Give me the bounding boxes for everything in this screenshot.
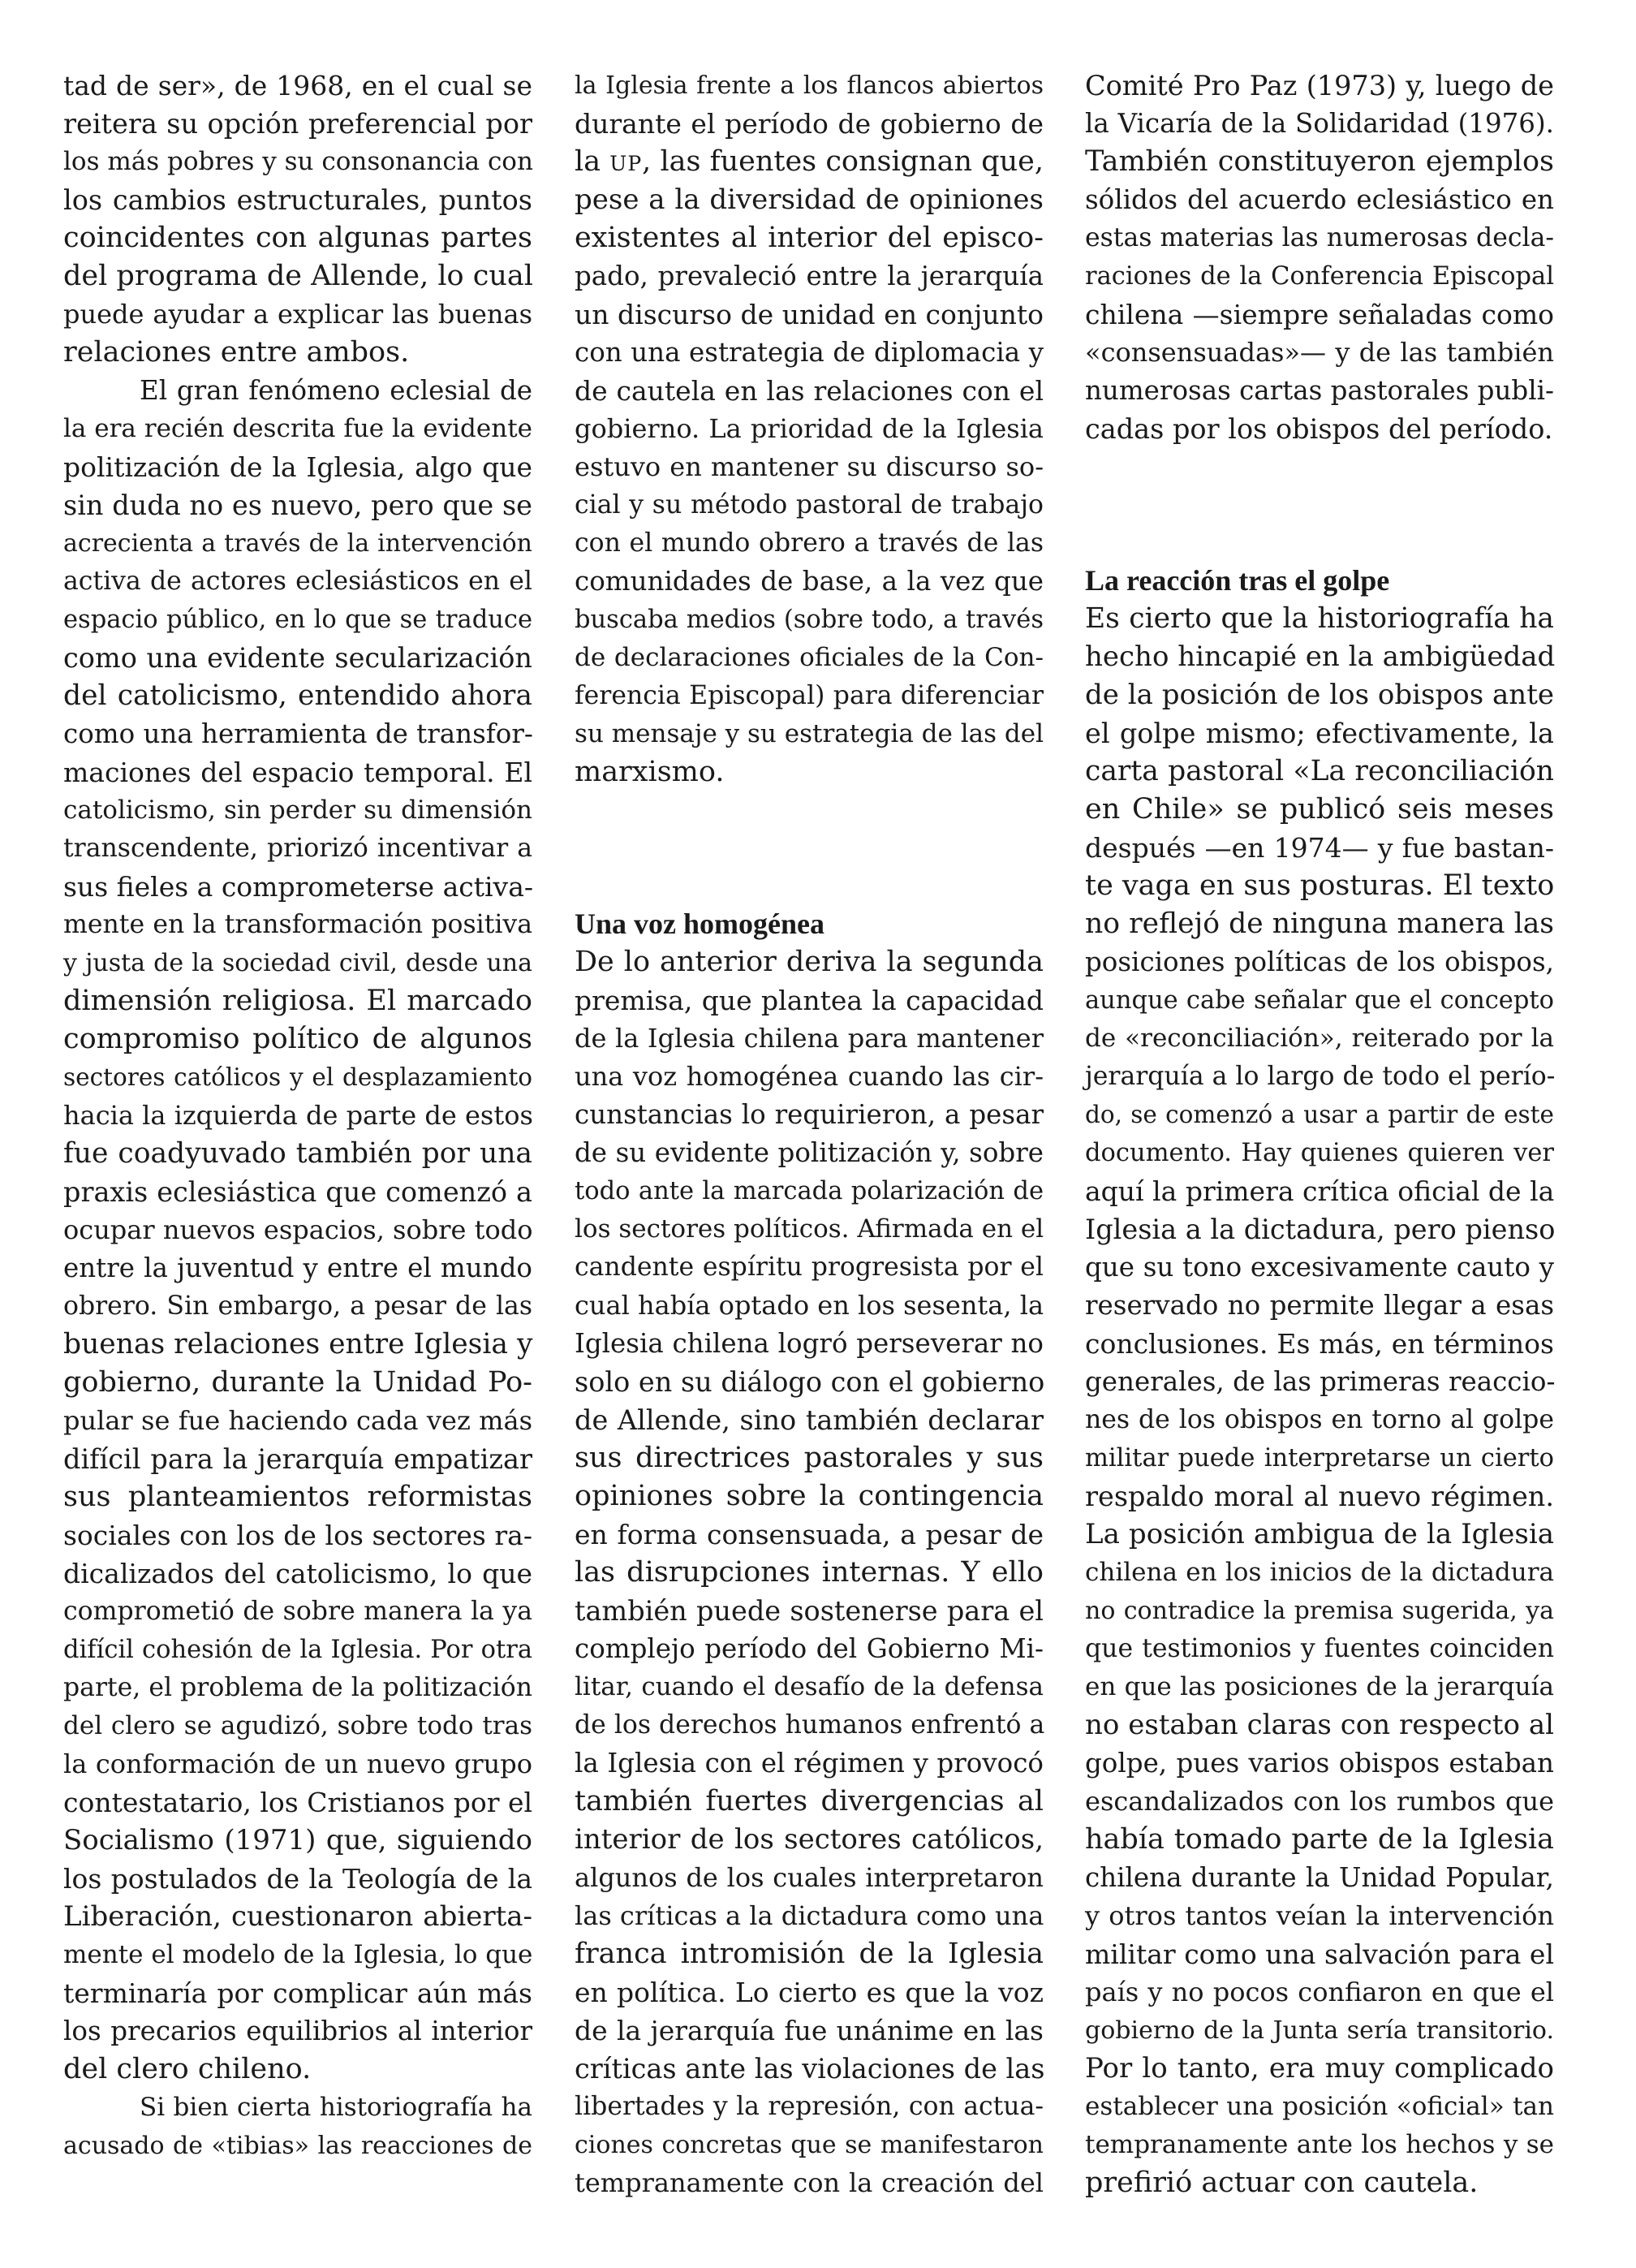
section-spacer: [1085, 448, 1554, 562]
text-line: ciones concretas que se manifestaron: [575, 2131, 1044, 2159]
text-line: que su tono excesivamente cauto y: [1085, 1252, 1554, 1283]
text-line: obrero. Sin embargo, a pesar de las: [63, 1291, 532, 1321]
text-line: difícil cohesión de la Iglesia. Por otra: [63, 1636, 532, 1664]
text-line: praxis eclesiástica que comenzó a: [63, 1176, 532, 1208]
text-line: del clero chileno.: [63, 2053, 312, 2085]
text-line: existentes al interior del episco-: [575, 222, 1044, 254]
text-line: de la posición de los obispos ante: [1085, 679, 1554, 711]
text-line: chilena durante la Unidad Popular,: [1085, 1862, 1554, 1893]
text-line: gobierno, durante la Unidad Po-: [63, 1366, 532, 1399]
text-line: militar puede interpretarse un cierto: [1085, 1444, 1554, 1472]
text-line: mente el modelo de la Iglesia, lo que: [63, 1940, 533, 1969]
text-line: aunque cabe señalar que el concepto: [1085, 986, 1554, 1015]
text-line: politización de la Iglesia, algo que: [63, 451, 532, 483]
text-line: acrecienta a través de la intervención: [63, 529, 532, 558]
text-line: jerarquía a lo largo de todo el perío-: [1085, 1062, 1556, 1091]
text-line: franca intromisión de la Iglesia: [575, 1938, 1044, 1970]
text-line: acusado de «tibias» las reacciones de: [63, 2132, 532, 2160]
text-line: fue coadyuvado también por una: [63, 1137, 532, 1170]
text-line: Socialismo (1971) que, siguiendo: [63, 1824, 532, 1856]
text-line: solo en su diálogo con el gobierno: [575, 1366, 1045, 1398]
text-line: tempranamente con la creación del: [575, 2167, 1044, 2198]
text-line: pular se fue haciendo cada vez más: [63, 1405, 532, 1436]
text-line: pado, prevaleció entre la jerarquía: [575, 261, 1044, 291]
text-line: no reflejó de ninguna manera las: [1085, 908, 1554, 940]
text-line: la era recién descrita fue la evidente: [63, 414, 532, 443]
text-line: espacio público, en lo que se traduce: [63, 606, 532, 634]
text-line: todo ante la marcada polarización de: [575, 1177, 1044, 1205]
text-line: en forma consensuada, a pesar de: [575, 1519, 1044, 1550]
text-line: do, se comenzó a usar a partir de este: [1085, 1101, 1554, 1128]
text-line: de «reconciliación», reiterado por la: [1085, 1024, 1554, 1053]
text-line: en que las posiciones de la jerarquía: [1085, 1672, 1554, 1701]
text-line: compromiso político de algunos: [63, 1023, 532, 1055]
text-line: generales, de las primeras reaccio-: [1085, 1366, 1556, 1397]
text-line: maciones del espacio temporal. El: [63, 757, 532, 788]
text-line: puede ayudar a explicar las buenas: [63, 299, 532, 330]
text-line: pese a la diversidad de opiniones: [575, 183, 1044, 216]
text-line: terminaría por complicar aún más: [63, 1977, 532, 2009]
text-line: escandalizados con los rumbos que: [1085, 1786, 1554, 1817]
text-line: gobierno. La prioridad de la Iglesia: [575, 413, 1044, 444]
text-line: críticas ante las violaciones de las: [575, 2053, 1045, 2085]
text-line: libertades y la represión, con actua-: [575, 2092, 1044, 2121]
text-line: hacia la izquierda de parte de estos: [63, 1100, 533, 1131]
text-line: de Allende, sino también declarar: [575, 1404, 1044, 1436]
text-line: mente en la transformación positiva: [63, 910, 532, 939]
text-line: del catolicismo, entendido ahora: [63, 679, 532, 712]
text-line: como una herramienta de transfor-: [63, 718, 533, 749]
text-line: La posición ambigua de la Iglesia: [1085, 1518, 1554, 1550]
text-line: hecho hincapié en la ambigüedad: [1085, 640, 1556, 673]
text-line: con el mundo obrero a través de las: [575, 528, 1044, 558]
text-line: la up, las fuentes consignan que,: [575, 145, 1044, 178]
text-line: entre la juventud y entre el mundo: [63, 1253, 532, 1283]
text-line: tempranamente ante los hechos y se: [1085, 2130, 1554, 2159]
text-line: sin duda no es nuevo, pero que se: [63, 489, 532, 521]
text-line: marxismo.: [575, 756, 725, 788]
text-line: gobierno de la Junta sería transitorio.: [1085, 2016, 1554, 2045]
text-line: documento. Hay quienes quieren ver: [1085, 1139, 1554, 1167]
text-line: Es cierto que la historiografía ha: [1085, 602, 1554, 635]
text-line: con una estrategia de diplomacia y: [575, 337, 1044, 368]
section-heading: Una voz homogénea: [575, 908, 824, 940]
text-line: estas materias las numerosas decla-: [1085, 223, 1554, 252]
text-line: carta pastoral «La reconciliación: [1085, 755, 1554, 787]
text-line: ferencia Episcopal) para diferenciar: [575, 681, 1044, 710]
text-line: y otros tantos veían la intervención: [1085, 1900, 1554, 1931]
text-column-2: [575, 67, 1044, 2202]
text-line: las críticas a la dictadura como una: [575, 1900, 1044, 1931]
text-line: reservado no permite llegar a esas: [1085, 1290, 1554, 1321]
text-line: premisa, que plantea la capacidad: [575, 985, 1044, 1016]
text-line: su mensaje y su estrategia de las del: [575, 719, 1044, 748]
text-line: país y no pocos confiaron en que el: [1085, 1977, 1554, 2007]
text-line: respaldo moral al nuevo régimen.: [1085, 1481, 1554, 1512]
text-line: la Iglesia con el régimen y provocó: [575, 1748, 1044, 1779]
text-line: buenas relaciones entre Iglesia y: [63, 1328, 533, 1360]
text-line: también puede sostenerse para el: [575, 1595, 1044, 1627]
section-heading: La reacción tras el golpe: [1085, 564, 1390, 597]
text-line: militar como una salvación para el: [1085, 1938, 1554, 1970]
text-line: como una evidente secularización: [63, 642, 532, 674]
text-line: durante el período de gobierno de: [575, 108, 1044, 140]
text-line: de los derechos humanos enfrentó a: [575, 1710, 1045, 1740]
text-line: en Chile» se publicó seis meses: [1085, 793, 1554, 826]
text-line: cunstancias lo requirieron, a pesar: [575, 1099, 1044, 1130]
text-line: buscaba medios (sobre todo, a través: [575, 606, 1044, 634]
text-line: en política. Lo cierto es que la voz: [575, 1977, 1044, 2008]
text-line: activa de actores eclesiásticos en el: [63, 567, 532, 596]
text-column-3: [1085, 67, 1554, 2202]
text-line: las disrupciones internas. Y ello: [575, 1556, 1044, 1589]
text-line: ocupar nuevos espacios, sobre todo: [63, 1214, 533, 1245]
text-line: difícil para la jerarquía empatizar: [63, 1443, 532, 1475]
text-line: algunos de los cuales interpretaron: [575, 1862, 1044, 1893]
text-line: sus fieles a comprometerse activa-: [63, 871, 534, 903]
text-line: no estaban claras con respecto al: [1085, 1709, 1554, 1741]
text-line: De lo anterior deriva la segunda: [575, 946, 1044, 978]
text-line: conclusiones. Es más, en términos: [1085, 1328, 1554, 1360]
text-line: aquí la primera crítica oficial de la: [1085, 1175, 1555, 1207]
text-line: de su evidente politización y, sobre: [575, 1137, 1044, 1168]
text-line: prefirió actuar con cautela.: [1085, 2167, 1479, 2199]
text-line: relaciones entre ambos.: [63, 336, 410, 369]
text-line: transcendente, priorizó incentivar a: [63, 834, 532, 863]
text-line: golpe, pues varios obispos estaban: [1085, 1748, 1554, 1779]
text-line: del clero se agudizó, sobre todo tras: [63, 1711, 532, 1740]
text-line: cadas por los obispos del período.: [1085, 413, 1553, 445]
text-line: los precarios equilibrios al interior: [63, 2016, 532, 2046]
text-line: los sectores políticos. Afirmada en el: [575, 1214, 1044, 1244]
text-line: de declaraciones oficiales de la Con-: [575, 643, 1044, 672]
text-line: El gran fenómeno eclesial de: [140, 375, 532, 406]
text-line: que testimonios y fuentes coinciden: [1085, 1634, 1554, 1663]
text-line: cial y su método pastoral de trabajo: [575, 490, 1044, 520]
text-line: Comité Pro Paz (1973) y, luego de: [1085, 70, 1554, 101]
text-line: tad de ser», de 1968, en el cual se: [63, 70, 532, 101]
text-line: después —en 1974— y fue bastan-: [1085, 832, 1554, 864]
text-line: sociales con los de los sectores ra-: [63, 1520, 532, 1551]
text-line: la Vicaría de la Solidaridad (1976).: [1085, 108, 1554, 139]
text-line: sus planteamientos reformistas: [63, 1481, 532, 1513]
text-line: reitera su opción preferencial por: [63, 108, 532, 140]
text-line: los más pobres y su consonancia con: [63, 147, 533, 176]
text-line: la Iglesia frente a los flancos abiertos: [575, 71, 1044, 100]
text-line: Iglesia a la dictadura, pero pienso: [1085, 1214, 1556, 1245]
text-line: sus directrices pastorales y sus: [575, 1442, 1044, 1474]
text-line: establecer una posición «oficial» tan: [1085, 2092, 1554, 2121]
text-line: chilena —siempre señaladas como: [1085, 299, 1554, 330]
text-line: una voz homogénea cuando las cir-: [575, 1061, 1044, 1092]
text-line: no contradice la premisa sugerida, ya: [1085, 1597, 1554, 1625]
text-line: litar, cuando el desafío de la defensa: [575, 1672, 1044, 1701]
text-line: de la jerarquía fue unánime en las: [575, 2015, 1044, 2046]
text-line: nes de los obispos en torno al golpe: [1085, 1405, 1554, 1434]
text-line: cual había optado en los sesenta, la: [575, 1290, 1044, 1321]
text-line: el golpe mismo; efectivamente, la: [1085, 718, 1554, 749]
text-line: También constituyeron ejemplos: [1085, 145, 1554, 178]
text-line: dimensión religiosa. El marcado: [63, 985, 532, 1017]
text-line: los postulados de la Teología de la: [63, 1863, 532, 1895]
section-spacer: [575, 791, 1044, 905]
text-line: estuvo en mantener su discurso so-: [575, 451, 1044, 482]
text-line: complejo período del Gobierno Mi-: [575, 1633, 1044, 1664]
text-line: y justa de la sociedad civil, desde una: [63, 949, 532, 977]
text-line: un discurso de unidad en conjunto: [575, 299, 1044, 330]
text-line: te vaga en sus posturas. El texto: [1085, 869, 1555, 902]
text-line: Iglesia chilena logró perseverar no: [575, 1328, 1044, 1359]
text-line: sectores católicos y el desplazamiento: [63, 1063, 532, 1091]
text-line: del programa de Allende, lo cual: [63, 260, 533, 292]
text-line: Si bien cierta historiografía ha: [140, 2093, 532, 2122]
text-line: interior de los sectores católicos,: [575, 1823, 1044, 1856]
text-line: de cautela en las relaciones con el: [575, 375, 1044, 407]
text-line: Por lo tanto, era muy complicado: [1085, 2052, 1554, 2085]
text-line: parte, el problema de la politización: [63, 1673, 532, 1702]
text-line: «consensuadas»— y de las también: [1085, 337, 1554, 368]
text-line: también fuertes divergencias al: [575, 1785, 1044, 1817]
text-line: contestatario, los Cristianos por el: [63, 1787, 533, 1818]
text-line: comunidades de base, a la vez que: [575, 566, 1044, 597]
text-column-1: [63, 67, 532, 2165]
text-line: los cambios estructurales, puntos: [63, 184, 532, 216]
text-line: posiciones políticas de los obispos,: [1085, 946, 1554, 977]
text-line: de la Iglesia chilena para mantener: [575, 1023, 1044, 1054]
text-line: catolicismo, sin perder su dimensión: [63, 796, 532, 825]
text-line: raciones de la Conferencia Episcopal: [1085, 262, 1554, 291]
text-line: Liberación, cuestionaron abierta-: [63, 1900, 532, 1933]
text-line: opiniones sobre la contingencia: [575, 1480, 1044, 1512]
text-line: la conformación de un nuevo grupo: [63, 1748, 532, 1779]
text-line: chilena en los inicios de la dictadura: [1085, 1558, 1554, 1587]
text-line: candente espíritu progresista por el: [575, 1253, 1044, 1282]
text-line: comprometió de sobre manera la ya: [63, 1597, 532, 1626]
text-line: numerosas cartas pastorales publi-: [1085, 375, 1554, 406]
text-line: dicalizados del catolicismo, lo que: [63, 1558, 532, 1589]
text-line: había tomado parte de la Iglesia: [1085, 1823, 1554, 1856]
text-line: coincidentes con algunas partes: [63, 222, 532, 254]
text-line: sólidos del acuerdo eclesiástico en: [1085, 184, 1554, 215]
